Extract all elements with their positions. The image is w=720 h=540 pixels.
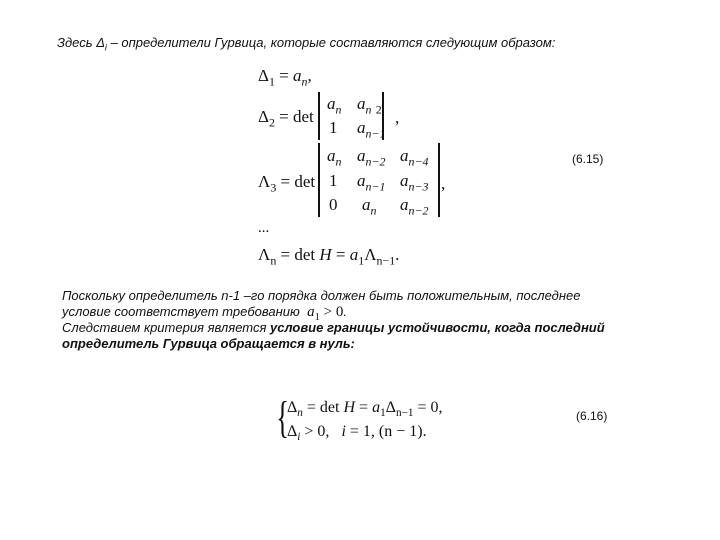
d3-lhs-sub: 3 [270, 180, 277, 195]
d2-cell-2-1: 1 [329, 118, 338, 137]
paragraph-math-var: a [307, 304, 315, 320]
dn-a-sub: 1 [358, 253, 365, 268]
dn-lam: Λ [364, 245, 377, 264]
sys-r1-a: a [372, 399, 381, 416]
d2-op: = det [279, 107, 314, 126]
paragraph-line-3-plain: Следствием критерия является [62, 320, 271, 335]
d2-lhs-symbol: Δ [258, 107, 269, 126]
d2-lhs-sub: 2 [268, 115, 275, 130]
d3-cell-1-1: $a_n$ [327, 146, 342, 169]
d1-punct: , [307, 66, 312, 85]
dn-a: a [349, 245, 359, 264]
sys-r2-i: i [341, 423, 346, 440]
sys-r1-eq: = [355, 399, 373, 416]
d3-cell-3-2: $a_n$ [362, 195, 377, 218]
sys-r2-lhs: Δ [287, 423, 298, 440]
intro-line [57, 35, 555, 53]
equation-delta-1 [258, 66, 312, 89]
d2-punct: , [395, 108, 400, 127]
d1-lhs-sub: 1 [268, 74, 275, 89]
dn-op: = det [280, 245, 316, 264]
paragraph-math-sub: 1 [314, 312, 320, 323]
d3-cell-3-1: 0 [329, 195, 338, 214]
d1-rhs-sub: n [301, 74, 308, 89]
d3-punct: , [441, 174, 446, 193]
dn-h: H [319, 245, 332, 264]
d3-lhs-symbol: Λ [258, 172, 271, 191]
sys-r1-d-sub: n−1 [395, 407, 414, 420]
equation-delta-3-lhs [258, 172, 315, 195]
sys-r1-op: = det [302, 399, 344, 416]
system-row-2 [287, 423, 427, 443]
dn-lhs-sub: n [270, 253, 277, 268]
equation-delta-2-lhs [258, 107, 314, 130]
paragraph-line-4: определитель Гурвица обращается в нуль: [62, 336, 355, 351]
sys-r1-lhs: Δ [287, 399, 298, 416]
system-row-1 [287, 399, 442, 419]
d3-cell-2-3: $a_{n-3}$ [400, 171, 429, 194]
equation-number-615: (6.15) [572, 152, 604, 166]
d3-cell-1-3: $a_{n-4}$ [400, 146, 429, 169]
d3-bar-right [438, 143, 440, 217]
dn-punct: . [395, 245, 400, 264]
d3-cell-1-2: $a_{n-2}$ [357, 146, 386, 169]
d1-eq: = [279, 66, 293, 85]
intro-text-after: – определители Гурвица, которые составляются следующим образом: [106, 35, 556, 50]
paragraph-line-3 [62, 320, 605, 335]
paragraph-line-2-end: . [343, 304, 347, 319]
d3-cell-2-1: 1 [329, 171, 338, 190]
paragraph-math-rel: > 0 [319, 304, 344, 320]
d3-cell-2-2: $a_{n-1}$ [357, 171, 386, 194]
equation-delta-n [258, 245, 399, 268]
sys-r1-a-sub: 1 [380, 407, 386, 420]
sys-r1-d: Δ [385, 399, 396, 416]
intro-text-before: Здесь Δ [57, 35, 105, 50]
sys-r2-rel: > 0, [300, 423, 330, 440]
d3-cell-3-3: $a_{n-2}$ [400, 195, 429, 218]
intro-text-sub: i [104, 42, 107, 53]
sys-r2-lhs-sub: i [297, 431, 301, 444]
d2-cell-1-2: $a_n$ $_2$ [357, 94, 382, 117]
d3-op: = det [280, 172, 316, 191]
sys-r1-h: H [343, 399, 356, 416]
dn-lhs-symbol: Λ [258, 245, 271, 264]
equation-number-616: (6.16) [576, 409, 608, 423]
sys-r1-lhs-sub: n [297, 407, 303, 420]
ellipsis: ... [258, 220, 270, 236]
system-brace: { [276, 393, 289, 442]
d2-cell-1-1: $a_n$ [327, 94, 342, 117]
d1-lhs-symbol: Δ [258, 66, 269, 85]
dn-lam-sub: n−1 [376, 253, 396, 268]
d2-cell-2-2: $a_{n-1}$ [357, 118, 386, 141]
d1-rhs-var: a [292, 66, 302, 85]
paragraph-line-2-text: условие соответствует требованию [62, 304, 300, 319]
paragraph-line-3-bold: условие границы устойчивости, когда последний [270, 320, 605, 335]
paragraph-line-1: Поскольку определитель n-1 –го порядка должен быть положительным, последнее [62, 288, 581, 303]
d2-bar-left [318, 92, 320, 140]
sys-r1-rhs: = 0, [413, 399, 443, 416]
sys-r2-range: = 1, (n − 1). [345, 423, 427, 440]
d3-bar-left [318, 143, 320, 217]
dn-eq: = [331, 245, 350, 264]
